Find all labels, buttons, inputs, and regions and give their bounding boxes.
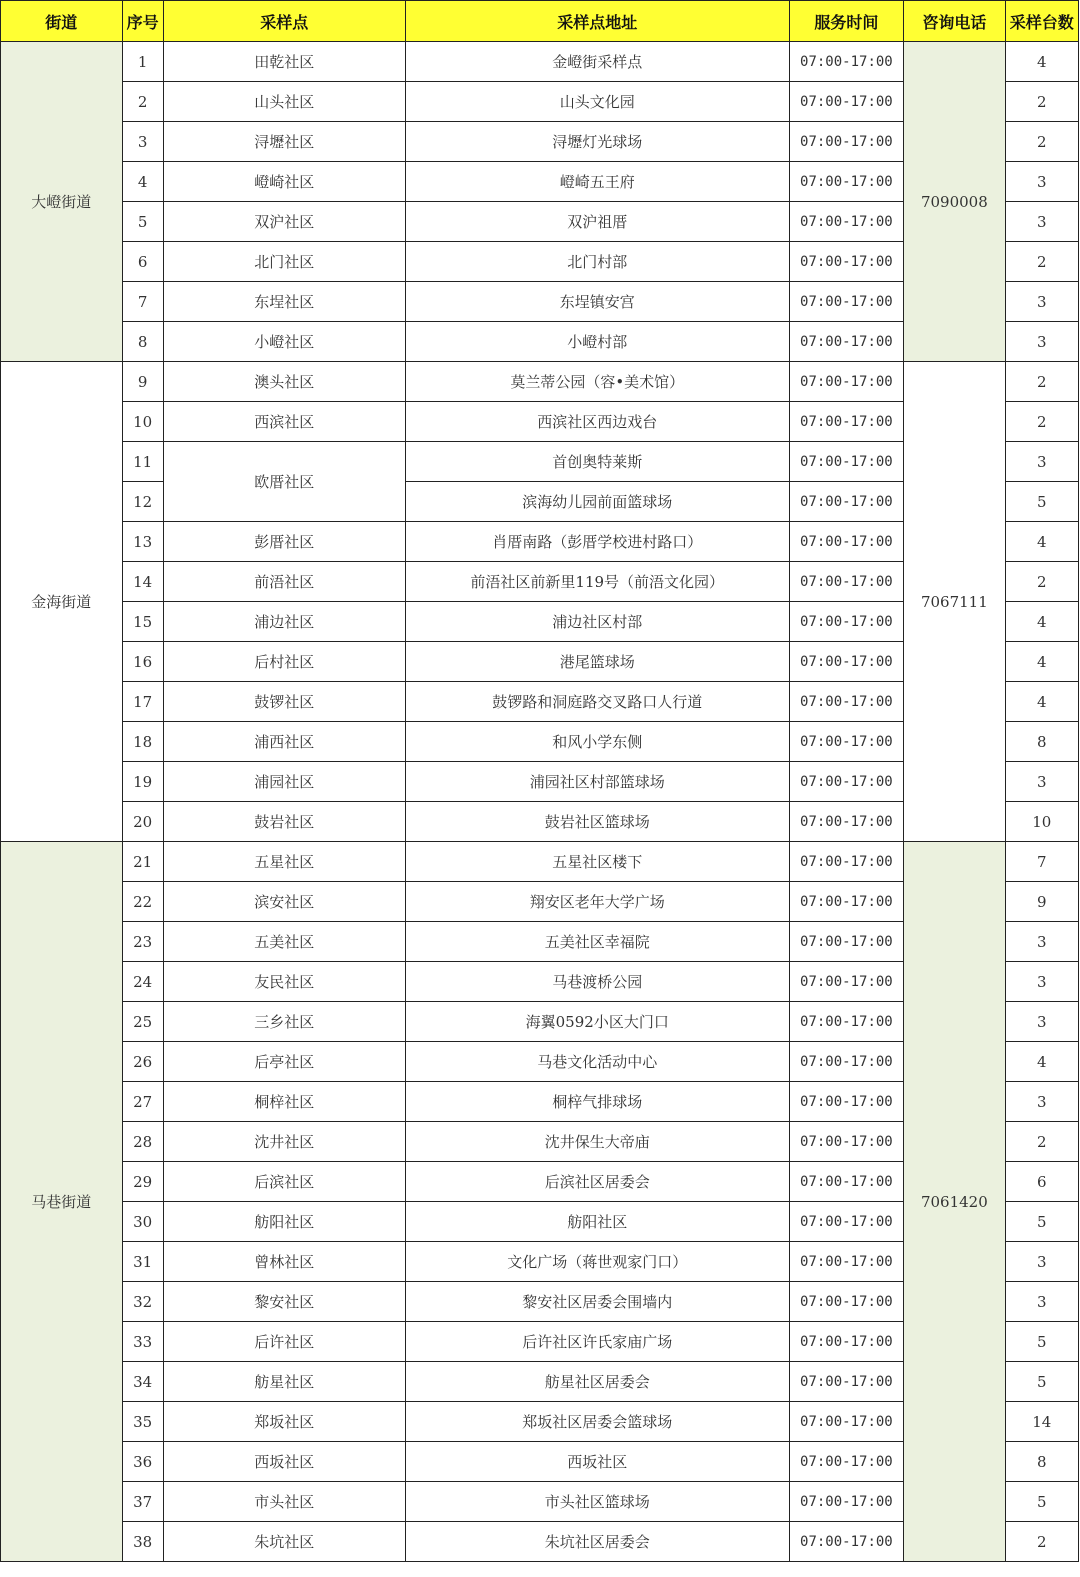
- row-number: 2: [122, 82, 163, 122]
- row-number: 11: [122, 442, 163, 482]
- sampler-count: 8: [1005, 1442, 1078, 1482]
- row-number: 10: [122, 402, 163, 442]
- site-name: 曾林社区: [163, 1242, 405, 1282]
- service-time: 07:00-17:00: [789, 402, 904, 442]
- sampler-count: 3: [1005, 162, 1078, 202]
- row-number: 32: [122, 1282, 163, 1322]
- sampler-count: 4: [1005, 642, 1078, 682]
- sampler-count: 3: [1005, 322, 1078, 362]
- service-time: 07:00-17:00: [789, 722, 904, 762]
- site-name: 五星社区: [163, 842, 405, 882]
- site-address: 舫阳社区: [405, 1202, 789, 1242]
- site-address: 海翼0592小区大门口: [405, 1002, 789, 1042]
- phone-cell: 7090008: [904, 42, 1005, 362]
- row-number: 8: [122, 322, 163, 362]
- site-name: 郑坂社区: [163, 1402, 405, 1442]
- sampler-count: 2: [1005, 82, 1078, 122]
- service-time: 07:00-17:00: [789, 762, 904, 802]
- sampler-count: 7: [1005, 842, 1078, 882]
- sampler-count: 5: [1005, 1482, 1078, 1522]
- site-address: 马巷文化活动中心: [405, 1042, 789, 1082]
- site-name: 欧厝社区: [163, 442, 405, 522]
- sampler-count: 4: [1005, 602, 1078, 642]
- row-number: 9: [122, 362, 163, 402]
- sampler-count: 5: [1005, 1322, 1078, 1362]
- row-number: 29: [122, 1162, 163, 1202]
- sampler-count: 3: [1005, 962, 1078, 1002]
- header-count: 采样台数: [1005, 1, 1078, 42]
- service-time: 07:00-17:00: [789, 1442, 904, 1482]
- service-time: 07:00-17:00: [789, 1362, 904, 1402]
- service-time: 07:00-17:00: [789, 442, 904, 482]
- site-address: 东埕镇安宫: [405, 282, 789, 322]
- site-name: 三乡社区: [163, 1002, 405, 1042]
- phone-cell: 7067111: [904, 362, 1005, 842]
- site-address: 文化广场（蒋世观家门口）: [405, 1242, 789, 1282]
- site-address: 嶝崎五王府: [405, 162, 789, 202]
- service-time: 07:00-17:00: [789, 362, 904, 402]
- site-name: 朱坑社区: [163, 1522, 405, 1562]
- site-address: 后许社区许氏家庙广场: [405, 1322, 789, 1362]
- site-name: 山头社区: [163, 82, 405, 122]
- service-time: 07:00-17:00: [789, 522, 904, 562]
- row-number: 6: [122, 242, 163, 282]
- sampler-count: 3: [1005, 1002, 1078, 1042]
- site-name: 舫星社区: [163, 1362, 405, 1402]
- site-name: 舫阳社区: [163, 1202, 405, 1242]
- site-name: 五美社区: [163, 922, 405, 962]
- row-number: 33: [122, 1322, 163, 1362]
- row-number: 1: [122, 42, 163, 82]
- sampler-count: 2: [1005, 122, 1078, 162]
- sampler-count: 4: [1005, 682, 1078, 722]
- site-name: 浦西社区: [163, 722, 405, 762]
- service-time: 07:00-17:00: [789, 242, 904, 282]
- site-name: 后亭社区: [163, 1042, 405, 1082]
- site-address: 黎安社区居委会围墙内: [405, 1282, 789, 1322]
- header-site: 采样点: [163, 1, 405, 42]
- site-address: 莫兰蒂公园（容•美术馆）: [405, 362, 789, 402]
- row-number: 31: [122, 1242, 163, 1282]
- service-time: 07:00-17:00: [789, 1122, 904, 1162]
- service-time: 07:00-17:00: [789, 642, 904, 682]
- row-number: 7: [122, 282, 163, 322]
- site-name: 浦园社区: [163, 762, 405, 802]
- site-address: 浔壢灯光球场: [405, 122, 789, 162]
- site-name: 西滨社区: [163, 402, 405, 442]
- site-name: 北门社区: [163, 242, 405, 282]
- street-cell: 大嶝街道: [1, 42, 123, 362]
- site-name: 滨安社区: [163, 882, 405, 922]
- sampler-count: 5: [1005, 1202, 1078, 1242]
- site-address: 前浯社区前新里119号（前浯文化园）: [405, 562, 789, 602]
- site-name: 浦边社区: [163, 602, 405, 642]
- row-number: 15: [122, 602, 163, 642]
- row-number: 19: [122, 762, 163, 802]
- sampler-count: 6: [1005, 1162, 1078, 1202]
- sampler-count: 4: [1005, 42, 1078, 82]
- site-address: 西坂社区: [405, 1442, 789, 1482]
- sampler-count: 2: [1005, 362, 1078, 402]
- header-phone: 咨询电话: [904, 1, 1005, 42]
- sampler-count: 3: [1005, 202, 1078, 242]
- site-address: 五星社区楼下: [405, 842, 789, 882]
- site-name: 后村社区: [163, 642, 405, 682]
- sampler-count: 5: [1005, 1362, 1078, 1402]
- service-time: 07:00-17:00: [789, 282, 904, 322]
- service-time: 07:00-17:00: [789, 1522, 904, 1562]
- site-name: 黎安社区: [163, 1282, 405, 1322]
- site-name: 东埕社区: [163, 282, 405, 322]
- row-number: 18: [122, 722, 163, 762]
- site-address: 沈井保生大帝庙: [405, 1122, 789, 1162]
- service-time: 07:00-17:00: [789, 42, 904, 82]
- service-time: 07:00-17:00: [789, 1242, 904, 1282]
- row-number: 13: [122, 522, 163, 562]
- service-time: 07:00-17:00: [789, 682, 904, 722]
- service-time: 07:00-17:00: [789, 882, 904, 922]
- row-number: 3: [122, 122, 163, 162]
- sampler-count: 4: [1005, 1042, 1078, 1082]
- service-time: 07:00-17:00: [789, 202, 904, 242]
- row-number: 30: [122, 1202, 163, 1242]
- site-address: 桐梓气排球场: [405, 1082, 789, 1122]
- sampler-count: 3: [1005, 922, 1078, 962]
- site-name: 前浯社区: [163, 562, 405, 602]
- phone-cell: 7061420: [904, 842, 1005, 1562]
- site-address: 马巷渡桥公园: [405, 962, 789, 1002]
- service-time: 07:00-17:00: [789, 82, 904, 122]
- service-time: 07:00-17:00: [789, 1002, 904, 1042]
- table-row: [1, 362, 1079, 402]
- sampler-count: 2: [1005, 242, 1078, 282]
- sampler-count: 3: [1005, 1282, 1078, 1322]
- sampler-count: 3: [1005, 762, 1078, 802]
- sampler-count: 10: [1005, 802, 1078, 842]
- sampler-count: 3: [1005, 442, 1078, 482]
- site-address: 市头社区篮球场: [405, 1482, 789, 1522]
- site-name: 后许社区: [163, 1322, 405, 1362]
- site-address: 港尾篮球场: [405, 642, 789, 682]
- site-address: 五美社区幸福院: [405, 922, 789, 962]
- service-time: 07:00-17:00: [789, 1162, 904, 1202]
- table-row: [1, 42, 1079, 82]
- sampler-count: 3: [1005, 1242, 1078, 1282]
- site-name: 西坂社区: [163, 1442, 405, 1482]
- row-number: 38: [122, 1522, 163, 1562]
- row-number: 26: [122, 1042, 163, 1082]
- site-address: 朱坑社区居委会: [405, 1522, 789, 1562]
- table-body: [1, 42, 1079, 1562]
- site-address: 后滨社区居委会: [405, 1162, 789, 1202]
- street-cell: 马巷街道: [1, 842, 123, 1562]
- site-address: 浦边社区村部: [405, 602, 789, 642]
- row-number: 36: [122, 1442, 163, 1482]
- site-name: 沈井社区: [163, 1122, 405, 1162]
- sampler-count: 2: [1005, 1122, 1078, 1162]
- sampler-count: 4: [1005, 522, 1078, 562]
- row-number: 17: [122, 682, 163, 722]
- sampler-count: 8: [1005, 722, 1078, 762]
- row-number: 28: [122, 1122, 163, 1162]
- header-service-time: 服务时间: [789, 1, 904, 42]
- site-address: 鼓岩社区篮球场: [405, 802, 789, 842]
- site-address: 金嶝街采样点: [405, 42, 789, 82]
- site-name: 澳头社区: [163, 362, 405, 402]
- sampler-count: 2: [1005, 402, 1078, 442]
- service-time: 07:00-17:00: [789, 962, 904, 1002]
- site-address: 西滨社区西边戏台: [405, 402, 789, 442]
- row-number: 23: [122, 922, 163, 962]
- service-time: 07:00-17:00: [789, 1042, 904, 1082]
- row-number: 35: [122, 1402, 163, 1442]
- service-time: 07:00-17:00: [789, 482, 904, 522]
- service-time: 07:00-17:00: [789, 1402, 904, 1442]
- service-time: 07:00-17:00: [789, 922, 904, 962]
- sampler-count: 14: [1005, 1402, 1078, 1442]
- row-number: 4: [122, 162, 163, 202]
- site-name: 小嶝社区: [163, 322, 405, 362]
- site-name: 鼓岩社区: [163, 802, 405, 842]
- site-name: 桐梓社区: [163, 1082, 405, 1122]
- sampler-count: 5: [1005, 482, 1078, 522]
- row-number: 27: [122, 1082, 163, 1122]
- site-name: 嶝崎社区: [163, 162, 405, 202]
- service-time: 07:00-17:00: [789, 1322, 904, 1362]
- sampler-count: 3: [1005, 1082, 1078, 1122]
- site-address: 首创奥特莱斯: [405, 442, 789, 482]
- header-row: [1, 1, 1079, 42]
- site-name: 双沪社区: [163, 202, 405, 242]
- site-address: 肖厝南路（彭厝学校进村路口）: [405, 522, 789, 562]
- row-number: 16: [122, 642, 163, 682]
- site-name: 后滨社区: [163, 1162, 405, 1202]
- row-number: 37: [122, 1482, 163, 1522]
- site-name: 鼓锣社区: [163, 682, 405, 722]
- service-time: 07:00-17:00: [789, 1202, 904, 1242]
- service-time: 07:00-17:00: [789, 1482, 904, 1522]
- row-number: 20: [122, 802, 163, 842]
- row-number: 34: [122, 1362, 163, 1402]
- site-name: 市头社区: [163, 1482, 405, 1522]
- site-address: 郑坂社区居委会篮球场: [405, 1402, 789, 1442]
- service-time: 07:00-17:00: [789, 602, 904, 642]
- service-time: 07:00-17:00: [789, 842, 904, 882]
- site-address: 鼓锣路和洞庭路交叉路口人行道: [405, 682, 789, 722]
- site-address: 小嶝村部: [405, 322, 789, 362]
- site-name: 彭厝社区: [163, 522, 405, 562]
- row-number: 14: [122, 562, 163, 602]
- sampler-count: 2: [1005, 1522, 1078, 1562]
- sampler-count: 3: [1005, 282, 1078, 322]
- site-address: 和风小学东侧: [405, 722, 789, 762]
- row-number: 22: [122, 882, 163, 922]
- row-number: 21: [122, 842, 163, 882]
- service-time: 07:00-17:00: [789, 122, 904, 162]
- site-name: 浔壢社区: [163, 122, 405, 162]
- header-street: 街道: [1, 1, 123, 42]
- header-number: 序号: [122, 1, 163, 42]
- site-address: 翔安区老年大学广场: [405, 882, 789, 922]
- sampler-count: 9: [1005, 882, 1078, 922]
- row-number: 24: [122, 962, 163, 1002]
- table-row: [1, 842, 1079, 882]
- sampler-count: 2: [1005, 562, 1078, 602]
- site-name: 田乾社区: [163, 42, 405, 82]
- service-time: 07:00-17:00: [789, 802, 904, 842]
- row-number: 25: [122, 1002, 163, 1042]
- site-address: 浦园社区村部篮球场: [405, 762, 789, 802]
- row-number: 5: [122, 202, 163, 242]
- site-name: 友民社区: [163, 962, 405, 1002]
- row-number: 12: [122, 482, 163, 522]
- street-cell: 金海街道: [1, 362, 123, 842]
- site-address: 滨海幼儿园前面篮球场: [405, 482, 789, 522]
- service-time: 07:00-17:00: [789, 562, 904, 602]
- service-time: 07:00-17:00: [789, 1082, 904, 1122]
- service-time: 07:00-17:00: [789, 1282, 904, 1322]
- service-time: 07:00-17:00: [789, 322, 904, 362]
- header-address: 采样点地址: [405, 1, 789, 42]
- site-address: 双沪祖厝: [405, 202, 789, 242]
- service-time: 07:00-17:00: [789, 162, 904, 202]
- site-address: 舫星社区居委会: [405, 1362, 789, 1402]
- site-address: 山头文化园: [405, 82, 789, 122]
- site-address: 北门村部: [405, 242, 789, 282]
